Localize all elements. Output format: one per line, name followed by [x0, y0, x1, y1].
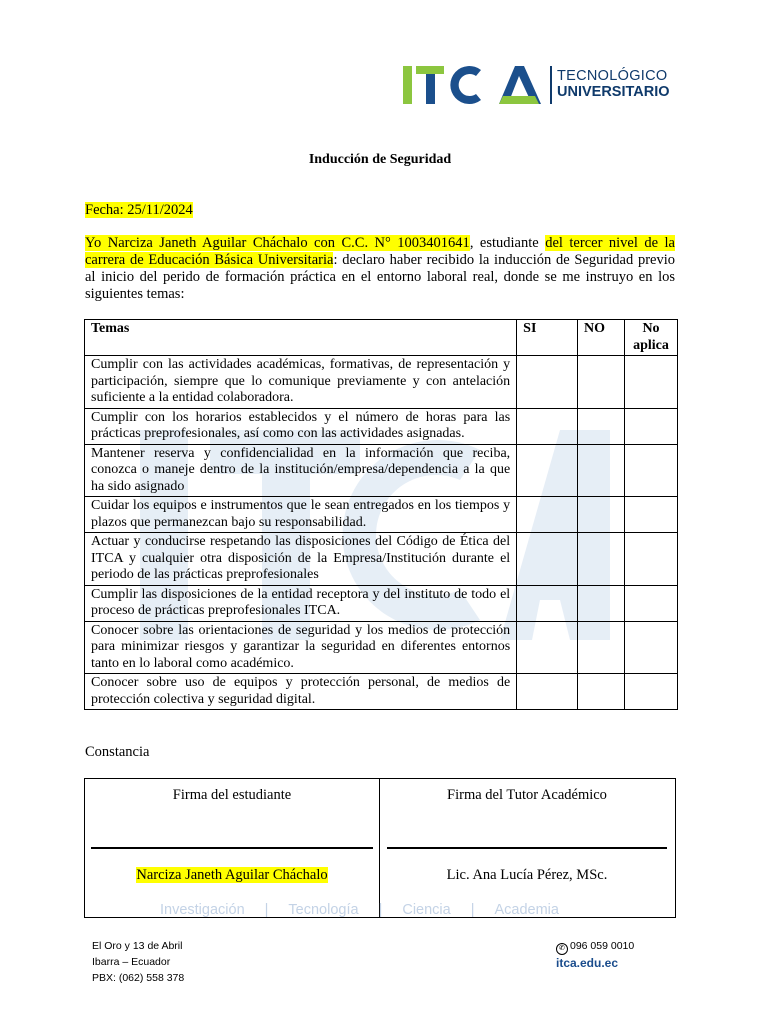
logo-subtitle-line2: UNIVERSITARIO: [557, 84, 670, 100]
header-si: SI: [517, 320, 578, 356]
table-row: [85, 621, 678, 674]
motto-item: Tecnología: [288, 902, 359, 918]
date-line: [85, 202, 193, 219]
itca-logo: [403, 64, 548, 108]
signature-box: [84, 778, 676, 918]
si-checkbox-cell[interactable]: [517, 621, 578, 674]
footer-address: [92, 938, 184, 986]
intro-program-highlight: del tercer nivel de la carrera de Educación Básica Universitaria: [85, 235, 675, 268]
table-row: [85, 585, 678, 621]
address-line-1: El Oro y 13 de Abril: [92, 940, 183, 952]
logo-separator: [550, 66, 552, 104]
motto-separator: |: [264, 902, 269, 918]
topic-cell: Cumplir con los horarios establecidos y el número de horas para las prácticas preprofesionales, así como con las actividades asignadas.: [85, 408, 517, 444]
no-checkbox-cell[interactable]: [578, 621, 625, 674]
si-checkbox-cell[interactable]: [517, 533, 578, 586]
si-checkbox-cell[interactable]: [517, 356, 578, 409]
table-row: [85, 408, 678, 444]
topic-cell: Cumplir con las actividades académicas, formativas, de representación y participación, siempre que lo comunique previamente y con antelación suficiente a la entidad colaboradora.: [85, 356, 517, 409]
no-checkbox-cell[interactable]: [578, 444, 625, 497]
header-no-aplica: No aplica: [625, 320, 678, 356]
topic-cell: Conocer sobre las orientaciones de seguridad y los medios de protección para minimizar riesgos y garantizar la seguridad en diferentes entornos tanto en lo laboral como académico.: [85, 621, 517, 674]
tutor-name: Lic. Ana Lucía Pérez, MSc.: [446, 867, 608, 883]
logo-subtitle: [557, 68, 670, 100]
intro-text-2: : declaro haber recibido la inducción de Seguridad previo al inicio del perido de formación práctica en el entorno laboral real, donde se me instruyo en los siguientes temas:: [85, 252, 675, 302]
student-name: Narciza Janeth Aguilar Cháchalo: [136, 867, 328, 883]
no-checkbox-cell[interactable]: [578, 674, 625, 710]
table-row: [85, 674, 678, 710]
si-checkbox-cell[interactable]: [517, 585, 578, 621]
no-aplica-checkbox-cell[interactable]: [625, 444, 678, 497]
motto-separator: |: [470, 902, 475, 918]
topic-cell: Cuidar los equipos e instrumentos que le sean entregados en los tiempos y plazos que permanezcan bajo su responsabilidad.: [85, 497, 517, 533]
motto-item: Investigación: [160, 902, 245, 918]
whatsapp-icon: ✆: [556, 943, 568, 955]
student-signature-line[interactable]: [91, 847, 373, 849]
table-header-row: [85, 320, 678, 356]
no-checkbox-cell[interactable]: [578, 497, 625, 533]
logo-subtitle-line1: TECNOLÓGICO: [557, 68, 668, 84]
constancia-label: Constancia: [85, 744, 150, 760]
no-checkbox-cell[interactable]: [578, 408, 625, 444]
phone-line: [556, 938, 634, 955]
no-aplica-checkbox-cell[interactable]: [625, 497, 678, 533]
motto-watermark: [160, 902, 579, 918]
tutor-signature-line[interactable]: [387, 847, 667, 849]
motto-separator: |: [378, 902, 383, 918]
header-no: NO: [578, 320, 625, 356]
table-row: [85, 444, 678, 497]
pbx-line: PBX: (062) 558 378: [92, 972, 185, 984]
motto-item: Ciencia: [402, 902, 451, 918]
footer-contact: [556, 938, 634, 971]
intro-paragraph: [85, 235, 675, 303]
no-checkbox-cell[interactable]: [578, 533, 625, 586]
si-checkbox-cell[interactable]: [517, 444, 578, 497]
header-temas: Temas: [85, 320, 517, 356]
no-aplica-checkbox-cell[interactable]: [625, 408, 678, 444]
intro-name-highlight: Yo Narciza Janeth Aguilar Cháchalo con C.C. N° 1003401641: [85, 235, 470, 251]
si-checkbox-cell[interactable]: [517, 674, 578, 710]
table-row: [85, 497, 678, 533]
topic-cell: Conocer sobre uso de equipos y protección personal, de medios de protección colectiva y seguridad digital.: [85, 674, 517, 710]
no-checkbox-cell[interactable]: [578, 356, 625, 409]
motto-item: Academia: [494, 902, 559, 918]
topic-cell: Mantener reserva y confidencialidad en la información que reciba, conozca o maneje dentro de la institución/empresa/dependencia a la que ha sido asignado: [85, 444, 517, 497]
table-row: [85, 533, 678, 586]
no-aplica-checkbox-cell[interactable]: [625, 533, 678, 586]
topic-cell: Cumplir las disposiciones de la entidad receptora y del instituto de todo el proceso de prácticas preprofesionales ITCA.: [85, 585, 517, 621]
intro-text-1: , estudiante: [469, 235, 546, 251]
no-aplica-checkbox-cell[interactable]: [625, 356, 678, 409]
table-row: [85, 356, 678, 409]
no-aplica-checkbox-cell[interactable]: [625, 674, 678, 710]
si-checkbox-cell[interactable]: [517, 497, 578, 533]
student-signature-label: Firma del estudiante: [172, 787, 292, 803]
address-line-2: Ibarra – Ecuador: [92, 956, 171, 968]
topics-table: [84, 319, 678, 710]
no-checkbox-cell[interactable]: [578, 585, 625, 621]
website-link[interactable]: itca.edu.ec: [556, 956, 619, 970]
tutor-signature-label: Firma del Tutor Académico: [447, 787, 607, 803]
document-title: Inducción de Seguridad: [308, 152, 452, 167]
topic-cell: Actuar y conducirse respetando las disposiciones del Código de Ética del ITCA y cualquier otra disposición de la Empresa/Institución durante el periodo de las prácticas preprofesionales: [85, 533, 517, 586]
date-text: Fecha: 25/11/2024: [85, 202, 193, 218]
no-aplica-checkbox-cell[interactable]: [625, 585, 678, 621]
phone-number: 096 059 0010: [570, 940, 635, 952]
student-name-line: [85, 867, 379, 884]
si-checkbox-cell[interactable]: [517, 408, 578, 444]
no-aplica-checkbox-cell[interactable]: [625, 621, 678, 674]
